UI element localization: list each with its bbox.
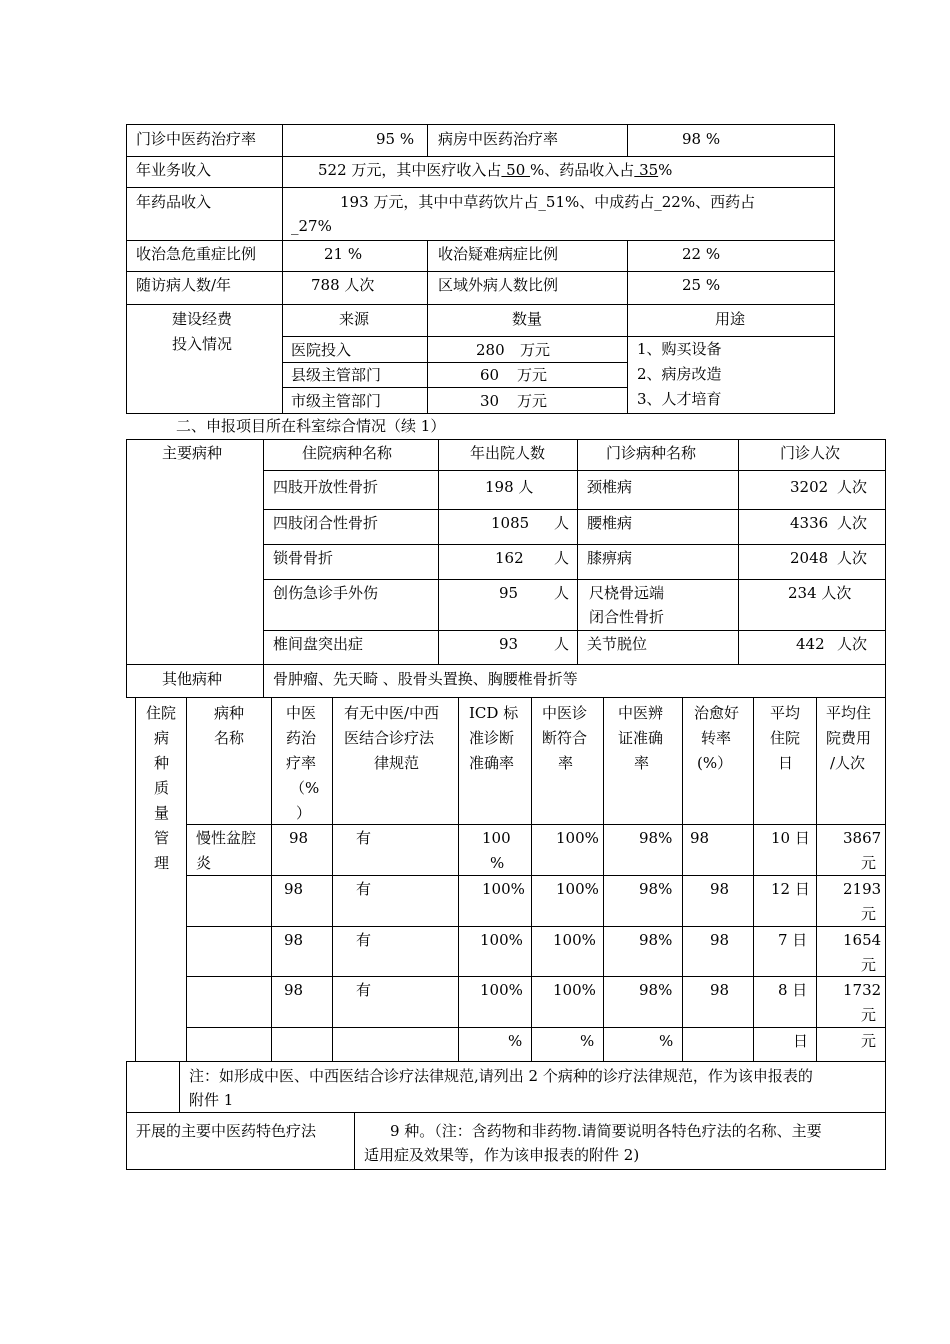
quality-row2-tcm-rate: 98 [284,880,304,898]
annual-drug-income-line2: _27% [291,217,332,235]
header-avg-cost-2: 院费用 [826,729,872,747]
quality-side-label-5: 量 [154,804,170,822]
outpatient-disease-4-line2: 闭合性骨折 [589,608,665,626]
quality-row2-syndrome: 98% [639,880,673,898]
norms-note-line1: 注：如形成中医、中西医结合诊疗法律规范,请列出 2 个病种的诊疗法律规范，作为该申报表的 [189,1067,813,1085]
outpatient-disease-header: 门诊病种名称 [606,444,697,462]
outpatient-disease-4-line1: 尺桡骨远端 [589,584,665,602]
funds-source-city: 市级主管部门 [291,392,382,410]
discharge-unit-2: 人 [554,514,570,532]
outpatient-visits-header: 门诊人次 [780,444,841,462]
quality-row4-icd: 100% [480,981,523,999]
header-diag-1: 中医诊 [542,704,588,722]
quality-row4-cost-1: 1732 [843,981,882,999]
followup-patients-value: 788 人次 [311,276,375,294]
header-tcm-rate-4: （% [290,779,320,797]
critical-case-ratio-value: 21 % [324,245,363,263]
header-diag-2: 断符合 [542,729,588,747]
quality-row5-cost: 元 [861,1032,877,1050]
header-icd-1: ICD 标 [469,704,519,722]
header-cure-2: 转率 [701,729,732,747]
header-diag-3: 率 [558,754,574,772]
quality-side-label-1: 住院 [146,704,177,722]
funds-use-2: 2、病房改造 [637,365,722,383]
quality-row3-cost-1: 1654 [843,931,882,949]
annual-drug-income-label: 年药品收入 [136,193,212,211]
quality-row4-cost-2: 元 [861,1006,877,1024]
quality-row4-norms: 有 [356,981,372,999]
quality-row3-norms: 有 [356,931,372,949]
quality-side-label-6: 管 [154,829,170,847]
funds-amount-header: 数量 [512,310,543,328]
header-syndrome-2: 证准确 [618,729,664,747]
funds-source-hospital: 医院投入 [291,341,352,359]
quality-row4-diag: 100% [553,981,596,999]
outpatient-visits-unit-3: 人次 [837,549,868,567]
quality-row1-name-1: 慢性盆腔 [196,829,257,847]
inpatient-disease-3: 锁骨骨折 [273,549,334,567]
out-of-region-ratio-value: 25 % [682,276,721,294]
funds-use-3: 3、人才培育 [637,390,722,408]
quality-row2-norms: 有 [356,880,372,898]
header-cure-1: 治愈好 [694,704,740,722]
quality-row5-diag: % [580,1032,595,1050]
header-avg-cost-1: 平均住 [826,704,872,722]
outpatient-visits-1: 3202 [790,478,829,496]
quality-row3-syndrome: 98% [639,931,673,949]
funds-amount-county: 60 [480,366,500,384]
quality-side-label-3: 种 [154,754,170,772]
outpatient-disease-1: 颈椎病 [587,478,633,496]
outpatient-visits-unit-5: 人次 [837,635,868,653]
outpatient-visits-5: 442 [796,635,825,653]
difficult-case-ratio-label: 收治疑难病症比例 [438,245,559,263]
outpatient-tcm-rate-value: 95 % [376,130,415,148]
annual-discharge-header: 年出院人数 [470,444,546,462]
header-avg-days-3: 日 [778,754,794,772]
out-of-region-ratio-label: 区域外病人数比例 [438,276,559,294]
header-tcm-rate-2: 药治 [286,729,317,747]
funds-unit-city: 万元 [517,392,548,410]
header-avg-days-2: 住院 [770,729,801,747]
quality-row1-syndrome: 98% [639,829,673,847]
quality-row1-tcm-rate: 98 [289,829,309,847]
outpatient-visits-4: 234 人次 [788,584,852,602]
quality-row2-days: 12 日 [771,880,810,898]
discharge-count-1: 198 人 [485,478,534,496]
quality-row2-icd: 100% [482,880,525,898]
header-tcm-rate-3: 疗率 [286,754,317,772]
quality-row3-cost-2: 元 [861,956,877,974]
difficult-case-ratio-value: 22 % [682,245,721,263]
header-avg-days-1: 平均 [770,704,801,722]
quality-row2-cost-2: 元 [861,905,877,923]
quality-side-label-2: 病 [154,729,170,747]
norms-note-line2: 附件 1 [189,1091,234,1109]
funds-amount-city: 30 [480,392,500,410]
funds-source-county: 县级主管部门 [291,366,382,384]
ward-tcm-rate-label: 病房中医药治疗率 [438,130,559,148]
annual-revenue-label: 年业务收入 [136,161,212,179]
quality-row4-days: 8 日 [778,981,808,999]
outpatient-visits-unit-2: 人次 [837,514,868,532]
funds-source-header: 来源 [339,310,370,328]
quality-row1-cost-2: 元 [861,854,877,872]
header-cure-3: (%） [697,754,733,772]
construction-funds-label-2: 投入情况 [172,335,233,353]
followup-patients-label: 随访病人数/年 [136,276,232,294]
outpatient-tcm-rate-label: 门诊中医药治疗率 [136,130,257,148]
annual-revenue-value: 522 万元，其中医疗收入占 50 %、药品收入占 35% [318,161,673,179]
quality-row1-cost-1: 3867 [843,829,882,847]
quality-row5-icd: % [508,1032,523,1050]
quality-side-label-7: 理 [154,854,170,872]
quality-row3-cure: 98 [710,931,730,949]
inpatient-disease-5: 椎间盘突出症 [273,635,364,653]
quality-row5-syndrome: % [659,1032,674,1050]
outpatient-visits-unit-1: 人次 [837,478,868,496]
main-diseases-label: 主要病种 [162,444,223,462]
quality-row4-tcm-rate: 98 [284,981,304,999]
quality-row1-diag: 100% [556,829,599,847]
quality-row3-tcm-rate: 98 [284,931,304,949]
inpatient-disease-header: 住院病种名称 [302,444,393,462]
ward-tcm-rate-value: 98 % [682,130,721,148]
outpatient-visits-3: 2048 [790,549,829,567]
header-tcm-rate-1: 中医 [286,704,317,722]
funds-unit-county: 万元 [517,366,548,384]
quality-row1-icd-1: 100 [482,829,511,847]
quality-row5-days: 日 [793,1032,809,1050]
header-norms-2: 医结合诊疗法 [344,729,435,747]
discharge-count-3: 162 [495,549,524,567]
quality-row2-diag: 100% [556,880,599,898]
discharge-unit-5: 人 [554,635,570,653]
header-syndrome-3: 率 [634,754,650,772]
header-avg-cost-3: /人次 [830,754,866,772]
tcm-features-label: 开展的主要中医药特色疗法 [136,1122,317,1140]
outpatient-disease-2: 腰椎病 [587,514,633,532]
quality-row3-days: 7 日 [778,931,808,949]
quality-side-label-4: 质 [154,779,170,797]
header-tcm-rate-5: ） [296,804,312,822]
discharge-count-5: 93 [499,635,519,653]
tcm-features-line2: 适用症及效果等，作为该申报表的附件 2) [364,1146,640,1164]
construction-funds-label-1: 建设经费 [172,310,233,328]
header-disease-name-1: 病种 [214,704,245,722]
quality-row3-icd: 100% [480,931,523,949]
annual-drug-income-line1: 193 万元，其中中草药饮片占_51%、中成药占_22%、西药占 [340,193,756,211]
outpatient-disease-3: 膝痹病 [587,549,633,567]
header-norms-1: 有无中医/中西 [344,704,440,722]
quality-row1-days: 10 日 [771,829,810,847]
funds-amount-hospital: 280 [476,341,505,359]
critical-case-ratio-label: 收治急危重症比例 [136,245,257,263]
header-syndrome-1: 中医辨 [618,704,664,722]
inpatient-disease-2: 四肢闭合性骨折 [273,514,379,532]
inpatient-disease-1: 四肢开放性骨折 [273,478,379,496]
funds-use-header: 用途 [715,310,746,328]
inpatient-disease-4: 创伤急诊手外伤 [273,584,379,602]
quality-row4-cure: 98 [710,981,730,999]
quality-row1-icd-2: % [490,854,505,872]
quality-row4-syndrome: 98% [639,981,673,999]
other-diseases-value: 骨肿瘤、先天畸 、股骨头置换、胸腰椎骨折等 [273,670,578,688]
header-icd-2: 准诊断 [469,729,515,747]
quality-row1-cure: 98 [690,829,710,847]
header-disease-name-2: 名称 [214,729,245,747]
outpatient-disease-5: 关节脱位 [587,635,648,653]
header-norms-3: 律规范 [374,754,420,772]
quality-row1-name-2: 炎 [196,854,212,872]
discharge-unit-3: 人 [554,549,570,567]
discharge-unit-4: 人 [554,584,570,602]
quality-row1-norms: 有 [356,829,372,847]
quality-row2-cost-1: 2193 [843,880,882,898]
discharge-count-2: 1085 [491,514,530,532]
quality-row2-cure: 98 [710,880,730,898]
outpatient-visits-2: 4336 [790,514,829,532]
other-diseases-label: 其他病种 [162,670,223,688]
quality-row3-diag: 100% [553,931,596,949]
tcm-features-line1: 9 种。（注：含药物和非药物.请简要说明各特色疗法的名称、主要 [390,1122,822,1140]
discharge-count-4: 95 [499,584,519,602]
funds-unit-hospital: 万元 [520,341,551,359]
section-title: 二、申报项目所在科室综合情况（续 1） [176,417,446,435]
header-icd-3: 准确率 [469,754,515,772]
funds-use-1: 1、购买设备 [637,340,722,358]
